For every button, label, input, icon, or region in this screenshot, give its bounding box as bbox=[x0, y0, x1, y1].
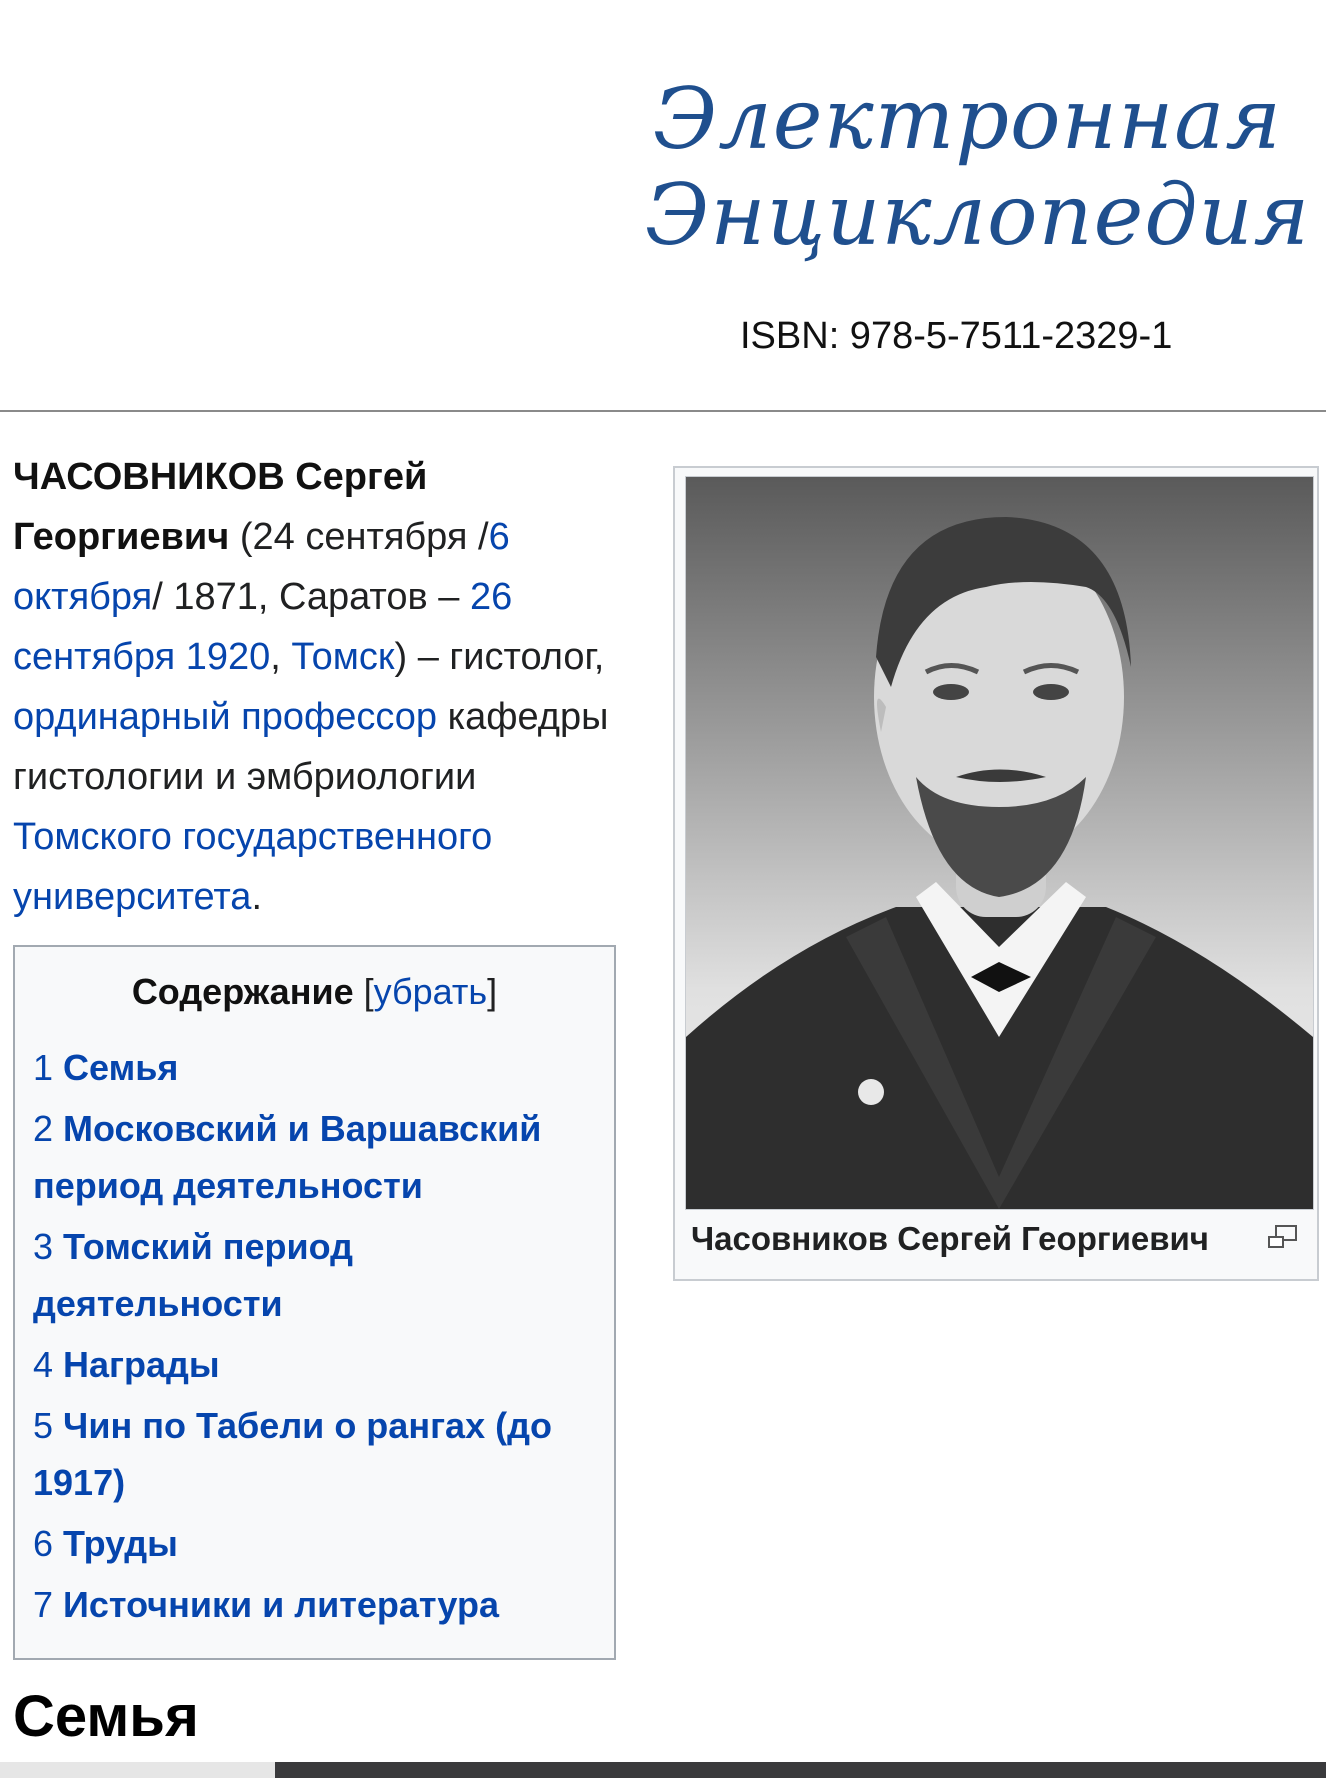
section-heading-family: Семья bbox=[13, 1684, 199, 1749]
lead-text: , bbox=[270, 636, 292, 678]
toc-number: 5 bbox=[33, 1405, 54, 1446]
lead-text: кафедры гистологии и эмбриологии bbox=[13, 696, 609, 798]
toc-number: 7 bbox=[33, 1584, 54, 1625]
site-header bbox=[0, 0, 1326, 410]
toc-text: Московский и Варшавский период деятельности bbox=[33, 1108, 542, 1206]
toc-item-tomsk-period[interactable] bbox=[33, 1218, 593, 1332]
toc-toggle-bracket: ] bbox=[487, 971, 498, 1012]
lead-text: ) – гистолог, bbox=[394, 636, 605, 678]
toc-text: Томский период деятельности bbox=[33, 1226, 353, 1324]
toc-text: Труды bbox=[63, 1523, 178, 1564]
bottom-scrollbar-thumb[interactable] bbox=[0, 1762, 275, 1778]
toc-list bbox=[33, 1039, 593, 1637]
article-subject-name: ЧАСОВНИКОВ Сергей Георгиевич bbox=[13, 456, 428, 558]
toc-title-row bbox=[15, 971, 614, 1013]
link-tomsk-university[interactable]: Томского государственного университета bbox=[13, 816, 493, 918]
isbn-label: ISBN: 978-5-7511-2329-1 bbox=[740, 315, 1173, 357]
toc-item-sources[interactable] bbox=[33, 1576, 593, 1633]
toc-text: Источники и литература bbox=[63, 1584, 499, 1625]
logo-line-2: Энциклопедия bbox=[645, 166, 1311, 264]
toc-number: 4 bbox=[33, 1344, 54, 1385]
toc-number: 6 bbox=[33, 1523, 54, 1564]
toc-item-awards[interactable] bbox=[33, 1336, 593, 1393]
lead-text: / 1871, Саратов – bbox=[152, 576, 470, 618]
lead-text: (24 сентября / bbox=[229, 516, 489, 558]
toc-text: Награды bbox=[63, 1344, 220, 1385]
toc-item-family[interactable] bbox=[33, 1039, 593, 1096]
toc-text: Чин по Табели о рангах (до 1917) bbox=[33, 1405, 552, 1503]
toc-number: 2 bbox=[33, 1108, 54, 1149]
link-professor[interactable]: ординарный профессор bbox=[13, 696, 438, 738]
logo-line-1: Электронная bbox=[653, 70, 1282, 168]
lead-paragraph bbox=[13, 447, 628, 927]
bottom-scrollbar-track[interactable] bbox=[275, 1762, 1326, 1778]
portrait-image[interactable] bbox=[685, 476, 1314, 1210]
portrait-illustration bbox=[686, 477, 1313, 1209]
enlarge-icon[interactable] bbox=[1267, 1224, 1299, 1252]
link-tomsk[interactable]: Томск bbox=[291, 636, 395, 678]
portrait-thumbnail bbox=[673, 466, 1319, 1281]
portrait-caption: Часовников Сергей Георгиевич bbox=[691, 1220, 1209, 1257]
toc-item-works[interactable] bbox=[33, 1515, 593, 1572]
toc-number: 3 bbox=[33, 1226, 54, 1267]
link-death-date[interactable]: 26 сентября 1920 bbox=[13, 576, 513, 678]
toc-hide-toggle[interactable]: убрать bbox=[373, 971, 488, 1012]
table-of-contents bbox=[13, 945, 616, 1660]
header-divider bbox=[0, 410, 1326, 412]
toc-title: Содержание bbox=[131, 971, 354, 1012]
lead-text: . bbox=[251, 876, 262, 918]
toc-text: Семья bbox=[63, 1047, 179, 1088]
link-birth-date[interactable]: 6 октября bbox=[13, 516, 510, 618]
toc-toggle-bracket: [ bbox=[363, 971, 374, 1012]
encyclopedia-logo[interactable] bbox=[645, 70, 1311, 320]
toc-item-rank[interactable] bbox=[33, 1397, 593, 1511]
toc-number: 1 bbox=[33, 1047, 54, 1088]
toc-item-moscow-warsaw[interactable] bbox=[33, 1100, 593, 1214]
